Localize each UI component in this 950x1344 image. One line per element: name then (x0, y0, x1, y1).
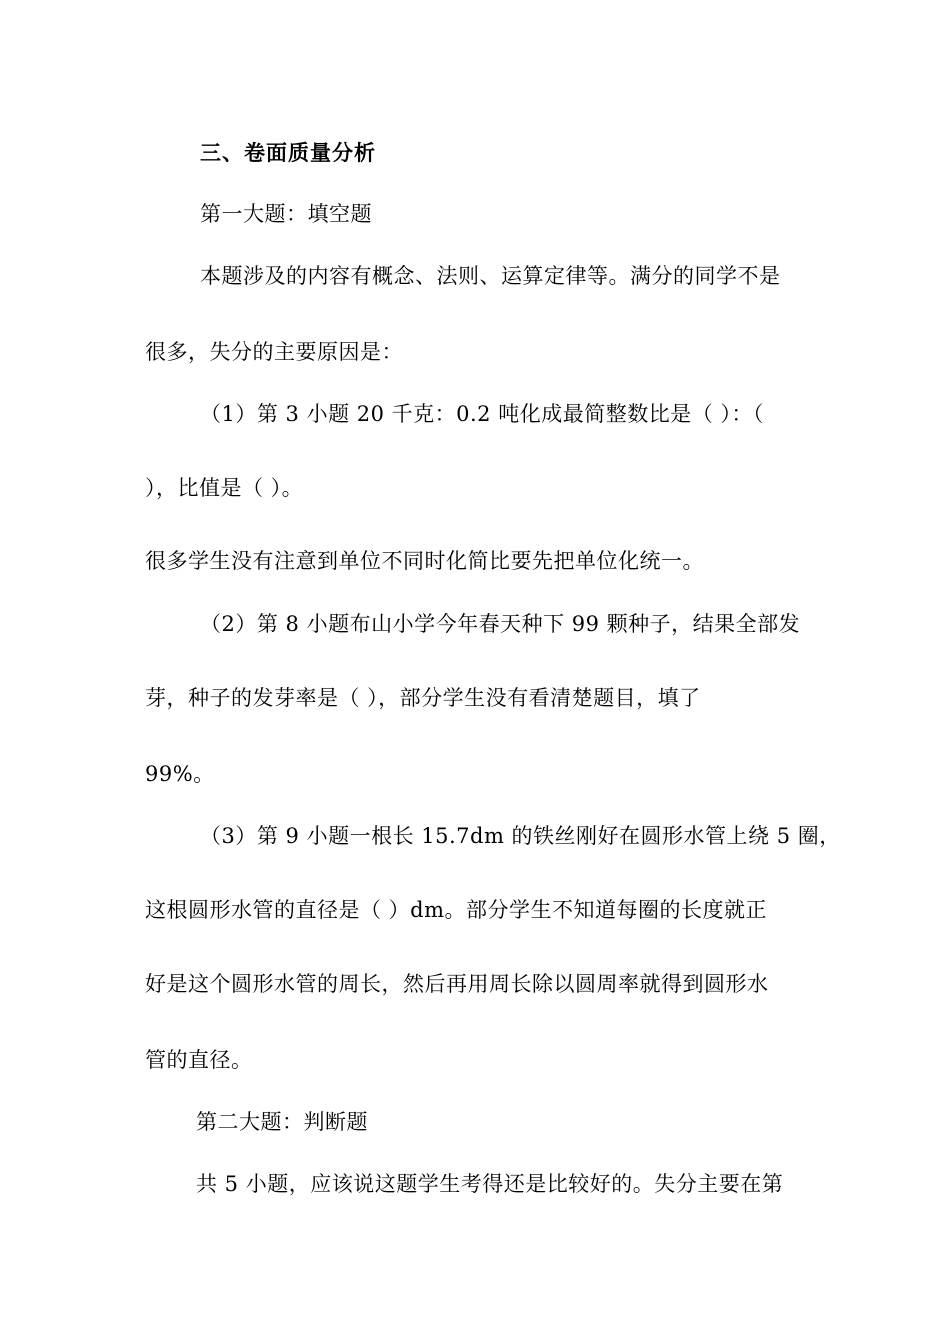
part1-title: 第一大题：填空题 (200, 202, 372, 226)
part2-intro-line1: 共 5 小题，应该说这题学生考得还是比较好的。失分主要在第 (196, 1172, 784, 1196)
item3-line1: （3）第 9 小题一根长 15.7dm 的铁丝刚好在圆形水管上绕 5 圈， (200, 824, 841, 848)
part2-title: 第二大题：判断题 (196, 1110, 368, 1134)
item2-line1: （2）第 8 小题布山小学今年春天种下 99 颗种子，结果全部发 (200, 612, 801, 636)
item1-line2: ），比值是（ ）。 (145, 476, 304, 500)
item3-line4: 管的直径。 (145, 1048, 253, 1072)
item1-note: 很多学生没有注意到单位不同时化简比要先把单位化统一。 (145, 549, 704, 573)
part1-intro-line2: 很多，失分的主要原因是： (145, 340, 403, 364)
section-heading: 三、卷面质量分析 (200, 141, 376, 165)
item1-line1: （1）第 3 小题 20 千克：0.2 吨化成最简整数比是（ ）：（ (200, 402, 764, 426)
item2-line2: 芽，种子的发芽率是（ ），部分学生没有看清楚题目，填了 (145, 686, 701, 710)
item3-line2: 这根圆形水管的直径是（ ）dm。部分学生不知道每圈的长度就正 (145, 898, 768, 922)
item2-line3: 99%。 (145, 762, 215, 786)
item3-line3: 好是这个圆形水管的周长，然后再用周长除以圆周率就得到圆形水 (145, 972, 769, 996)
part1-intro-line1: 本题涉及的内容有概念、法则、运算定律等。满分的同学不是 (200, 264, 781, 288)
